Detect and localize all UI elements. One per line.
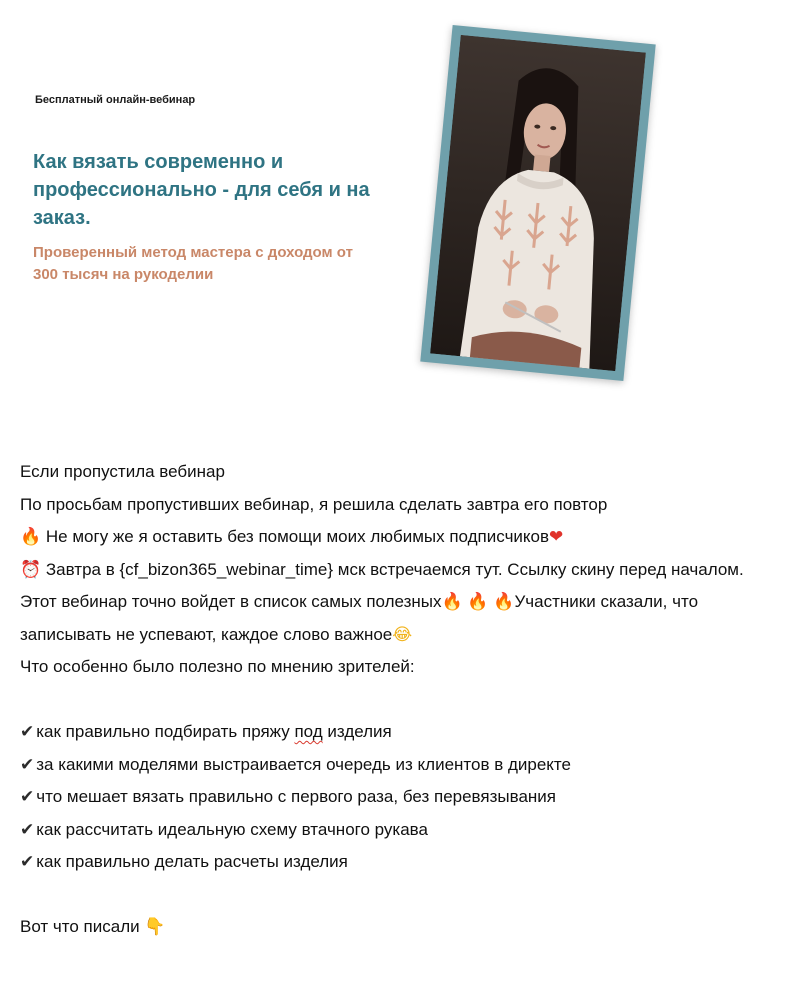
spacer: [20, 879, 790, 912]
message-text: Этот вебинар точно войдет в список самых полезных: [20, 592, 442, 611]
list-item: [20, 814, 790, 847]
list-item: [20, 749, 790, 782]
message-text: Что особенно было полезно по мнению зрителей:: [20, 657, 415, 676]
fire-icon: 🔥: [20, 527, 42, 547]
message-line: [20, 554, 790, 587]
message-text: По просьбам пропустивших вебинар, я решила сделать завтра его повтор: [20, 494, 608, 514]
list-item: [20, 716, 790, 749]
message-body: [20, 456, 790, 944]
check-mark-icon: ✔: [20, 754, 35, 774]
pointing-down-icon: 👇: [144, 917, 166, 937]
check-mark-icon: ✔: [20, 722, 35, 741]
laughing-face-icon: 😂: [392, 624, 413, 645]
message-text: Вот что писали: [20, 917, 140, 936]
fire-icon: 🔥: [493, 592, 515, 612]
message-text: Если пропустила вебинар: [20, 462, 225, 481]
message-line: [20, 651, 790, 684]
message-line: [20, 521, 790, 554]
fire-icon: 🔥: [441, 592, 463, 612]
list-item-text: как рассчитать идеальную схему втачного рукава: [36, 819, 428, 839]
list-item-text: как правильно делать расчеты изделия: [36, 852, 348, 871]
banner-headline: Как вязать современно и профессионально - для себя и на заказ.: [33, 151, 370, 229]
list-item-text: изделия: [322, 722, 392, 741]
message-line: [20, 911, 790, 944]
message-text: Участники сказали, что записывать не успевают, каждое слово важное: [20, 592, 699, 644]
list-item-text: за какими моделями выстраивается очередь из клиентов в директе: [36, 754, 571, 774]
message-line: [20, 586, 790, 651]
list-item: [20, 781, 790, 814]
fire-icon: 🔥: [467, 592, 489, 612]
list-item-text: что мешает вязать правильно с первого раза, без перевязывания: [36, 787, 556, 806]
spacer: [20, 684, 790, 717]
heart-icon: ❤: [549, 527, 564, 547]
alarm-clock-icon: ⏰: [20, 559, 42, 580]
list-item-text: как правильно подбирать пряжу: [36, 722, 295, 741]
message-line: [20, 489, 790, 522]
banner-subheadline: Проверенный метод мастера с доходом от 300 тысяч на рукоделии: [33, 244, 353, 283]
presenter-photo: [420, 25, 655, 381]
check-mark-icon: ✔: [20, 787, 35, 806]
spellcheck-word: под: [294, 722, 323, 741]
message-line: [20, 456, 790, 489]
banner-kicker: Бесплатный онлайн-вебинар: [35, 94, 196, 106]
webinar-banner: [0, 0, 800, 430]
check-mark-icon: ✔: [20, 852, 35, 871]
presenter-photo-illustration: [430, 35, 646, 371]
check-mark-icon: ✔: [20, 819, 35, 839]
message-text: Завтра в {cf_bizon365_webinar_time} мск встречаемся тут. Ссылку скину перед началом.: [45, 559, 744, 579]
message-text: Не могу же я оставить без помощи моих любимых подписчиков: [45, 527, 550, 546]
list-item: [20, 846, 790, 879]
